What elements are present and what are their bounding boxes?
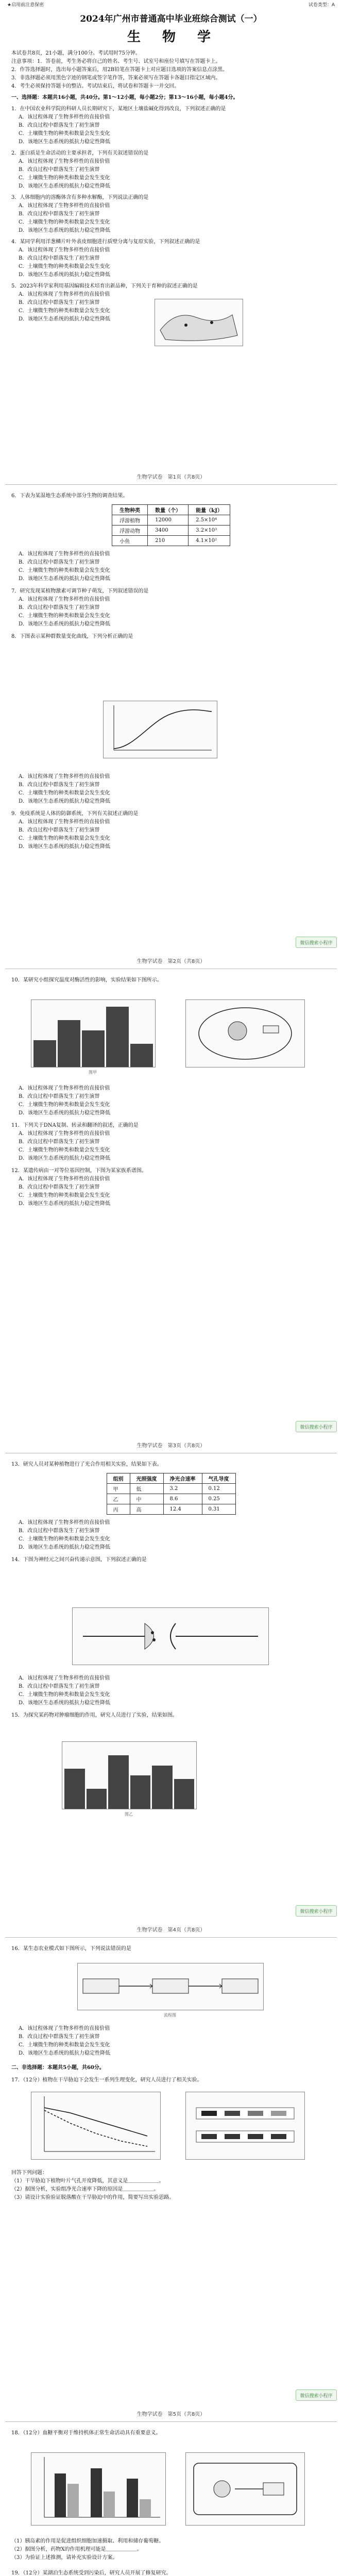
page-5	[0, 1937, 342, 2421]
option-a: A．该过程体现了生物多样性的直接价值	[19, 774, 110, 779]
option-a: A．该过程体现了生物多样性的直接价值	[19, 247, 110, 253]
chart-b-label: 图乙	[125, 1812, 133, 1817]
option-a: A．该过程体现了生物多样性的直接价值	[19, 292, 110, 297]
sub-question: （3）为验证上述推测，请补充实验设计方案。	[11, 2555, 118, 2561]
table-cell: 浮游动物	[112, 526, 148, 536]
section-title: 二、非选择题：本题共5小题，共60分。	[11, 2065, 105, 2071]
option-c: C．土壤微生物的种类和数量会发生变化	[19, 790, 110, 796]
table-header: 气孔导度	[202, 1473, 235, 1484]
page-footer: 生物学试卷 第5页（共8页）	[136, 2412, 206, 2417]
option-b: B．改良过程中群落发生了初生演替	[19, 300, 100, 306]
instructions	[0, 49, 342, 324]
option-c: C．土壤微生物的种类和数量会发生变化	[19, 1193, 110, 1198]
option-b: B．改良过程中群落发生了初生演替	[19, 167, 100, 173]
option-c: C．土壤微生物的种类和数量会发生变化	[19, 568, 110, 573]
table-cell: 丙	[107, 1504, 130, 1515]
page-6	[0, 2421, 342, 2576]
figure-synapse	[72, 1607, 269, 1665]
section-title: 一、选择题：本题共16小题，共40分。第1～12小题，每小题2分；第13～16小题，每小题4分。	[11, 95, 238, 100]
option-a: A．该过程体现了生物多样性的直接价值	[19, 159, 110, 164]
table-cell: 0.25	[202, 1494, 235, 1504]
table-cell: 3400	[148, 526, 189, 536]
page-footer: 生物学试卷 第4页（共8页）	[136, 1927, 206, 1933]
question-10: 10．某研究小组探究温度对酶活性的影响，实验结果如下图所示。	[11, 977, 162, 983]
page-4	[0, 1453, 342, 1937]
option-b: B．改良过程中群落发生了初生演替	[19, 211, 100, 217]
page2-content-b	[0, 550, 342, 641]
option-d: D．该地区生态系统的抵抗力稳定性降低	[19, 1156, 111, 1161]
option-c: C．土壤微生物的种类和数量会发生变化	[19, 175, 110, 181]
page-footer: 生物学试卷 第1页（共8页）	[136, 474, 206, 480]
table-cell: 低	[130, 1484, 163, 1494]
option-c: C．土壤微生物的种类和数量会发生变化	[19, 308, 110, 314]
option-c: C．土壤微生物的种类和数量会发生变化	[19, 613, 110, 619]
brand-badge[interactable]: 微信搜索小程序	[296, 1421, 337, 1432]
question-6: 6．下表为某湿地生态系统中部分生物的调查结果。	[11, 493, 128, 499]
page5-content	[0, 1945, 342, 1953]
page2-content-c	[0, 773, 342, 851]
option-d: D．该地区生态系统的抵抗力稳定性降低	[19, 183, 111, 189]
question-2: 2．蛋白质是生命活动的主要承担者，下列有关叙述错误的是	[11, 150, 149, 156]
chart-bar	[108, 1755, 129, 1809]
question-14: 14．下图为神经元之间兴奋传递示意图，下列叙述正确的是	[11, 1557, 147, 1563]
figure-eco-flow	[77, 1963, 264, 2010]
page5-content-c	[0, 2169, 342, 2202]
option-b: B．改良过程中群落发生了初生演替	[19, 605, 100, 611]
option-a: A．该过程体现了生物多样性的直接价值	[19, 1131, 110, 1137]
table-cell: 12000	[148, 515, 189, 526]
question-7: 7．研究发现某植物激素可调节种子萌发，下列叙述错误的是	[11, 588, 149, 594]
figure-cell-diagram	[185, 999, 305, 1067]
option-b: B．改良过程中群落发生了初生演替	[19, 1184, 100, 1190]
note-line: 注意事项：1．答卷前，考生务必将自己的姓名、考生号、试室号和座位号填写在答题卡上。	[11, 59, 221, 64]
option-d: D．该地区生态系统的抵抗力稳定性降低	[19, 1110, 111, 1116]
page-footer: 生物学试卷 第3页（共8页）	[136, 1443, 206, 1449]
page-1	[0, 0, 342, 484]
question-16: 16．某生态农业模式如下图所示，下列说法错误的是	[11, 1946, 131, 1952]
table-cell: 0.12	[202, 1484, 235, 1494]
note-line: 2．作答选择题时，选出每小题答案后，用2B铅笔在答题卡上对应题目选项的答案信息点涂黑。	[11, 67, 228, 73]
figure-population-curve	[103, 701, 217, 758]
page-footer: 生物学试卷 第2页（共8页）	[136, 959, 206, 964]
option-c: C．土壤微生物的种类和数量会发生变化	[19, 1102, 110, 1108]
option-b: B．改良过程中群落发生了初生演替	[19, 1684, 100, 1689]
paper-type: 试卷类型：A	[308, 3, 335, 8]
table-cell: 甲	[107, 1484, 130, 1494]
table-header: 光照强度	[130, 1473, 163, 1484]
chart-bar	[33, 1040, 56, 1067]
option-c: C．土壤微生物的种类和数量会发生变化	[19, 2042, 110, 2048]
table-cell: 2.5×10⁴	[189, 515, 230, 526]
option-d: D．该地区生态系统的抵抗力稳定性降低	[19, 1700, 111, 1706]
option-a: A．该过程体现了生物多样性的直接价值	[19, 2026, 110, 2031]
question-15: 15．为探究某药物对肿瘤细胞的作用，研究人员进行了实验，结果如图。	[11, 1713, 178, 1718]
table-cell: 0.31	[202, 1504, 235, 1515]
chart-bar	[82, 1030, 105, 1067]
question-11: 11．下列关于DNA复制、转录和翻译的叙述，正确的是	[11, 1123, 139, 1128]
page-header	[0, 0, 342, 8]
chart-bar	[130, 1044, 153, 1067]
brand-badge[interactable]: 微信搜索小程序	[296, 2389, 337, 2401]
table-header: 生物种类	[112, 505, 148, 515]
sub-question: （2）据图分析，药物X的作用机理可能是＿＿＿＿＿＿。	[11, 2547, 142, 2552]
option-d: D．该地区生态系统的抵抗力稳定性降低	[19, 2050, 111, 2056]
page-2	[0, 484, 342, 969]
page4-content-c	[0, 1674, 342, 1720]
page6-content-b	[0, 2537, 342, 2576]
table-q6	[112, 504, 230, 546]
figure-tumor-chart	[62, 1741, 197, 1809]
question-19: 19．（12分）某湖泊生态系统受到污染后，研究人员开展了修复研究。	[11, 2570, 172, 2576]
option-b: B．改良过程中群落发生了初生演替	[19, 1094, 100, 1099]
option-b: B．改良过程中群落发生了初生演替	[19, 123, 100, 128]
confidential-note: ★启用前注意保密	[7, 3, 44, 8]
question-4: 4．某同学利用洋葱鳞片叶外表皮细胞进行质壁分离与复原实验，下列叙述正确的是	[11, 239, 200, 245]
answer-prompt: 回答下列问题：	[11, 2170, 47, 2176]
option-a: A．该过程体现了生物多样性的直接价值	[19, 1675, 110, 1681]
option-b: B．改良过程中群落发生了初生演替	[19, 782, 100, 788]
chart-bar	[152, 1766, 173, 1809]
option-a: A．该过程体现了生物多样性的直接价值	[19, 1086, 110, 1091]
figure-drought-chart	[31, 2092, 161, 2160]
option-a: A．该过程体现了生物多样性的直接价值	[19, 203, 110, 209]
figure-cell-pathway	[185, 2452, 305, 2526]
table-cell: 小鱼	[112, 536, 148, 546]
option-c: C．土壤微生物的种类和数量会发生变化	[19, 1536, 110, 1542]
question-3: 3．人体细胞内的溶酶体含有多种水解酶，下列说法正确的是	[11, 195, 149, 200]
table-cell: 8.6	[163, 1494, 202, 1504]
chart-bar	[58, 1020, 80, 1067]
option-a: A．该过程体现了生物多样性的直接价值	[19, 1176, 110, 1182]
option-b: B．改良过程中群落发生了初生演替	[19, 256, 100, 261]
table-header: 组别	[107, 1473, 130, 1484]
page4-content	[0, 1461, 342, 1469]
option-c: C．土壤微生物的种类和数量会发生变化	[19, 1147, 110, 1153]
subject-title: 生 物 学	[127, 29, 215, 45]
question-18: 18．（12分）血糖平衡对于维持机体正常生命活动具有重要意义。	[11, 2430, 161, 2436]
option-d: D．该地区生态系统的抵抗力稳定性降低	[19, 272, 111, 278]
question-8: 8．下图表示某种群数量变化曲线，下列分析正确的是	[11, 634, 133, 639]
note-line: 4．考生必须保持答题卡的整洁。考试结束后，将试卷和答题卡一并交回。	[11, 83, 180, 89]
table-cell: 中	[130, 1494, 163, 1504]
option-b: B．改良过程中群落发生了初生演替	[19, 2034, 100, 2040]
page2-content	[0, 492, 342, 500]
option-b: B．改良过程中群落发生了初生演替	[19, 560, 100, 565]
option-a: A．该过程体现了生物多样性的直接价值	[19, 819, 110, 825]
flow-label: 流程图	[164, 2013, 176, 2018]
table-cell: 高	[130, 1504, 163, 1515]
option-a: A．该过程体现了生物多样性的直接价值	[19, 114, 110, 120]
chart-bar	[130, 1775, 151, 1809]
table-cell: 乙	[107, 1494, 130, 1504]
chart-bar	[87, 1789, 107, 1809]
option-d: D．该地区生态系统的抵抗力稳定性降低	[19, 576, 111, 582]
option-c: C．土壤微生物的种类和数量会发生变化	[19, 219, 110, 225]
chart-bar	[174, 1779, 195, 1809]
table-header: 能量（kJ）	[189, 505, 230, 515]
option-d: D．该地区生态系统的抵抗力稳定性降低	[19, 844, 111, 850]
figure-map	[155, 299, 243, 346]
option-d: D．该地区生态系统的抵抗力稳定性降低	[19, 1545, 111, 1550]
question-13: 13．研究人员对某种植物进行了光合作用相关实验，结果如下表。	[11, 1462, 162, 1467]
option-c: C．土壤微生物的种类和数量会发生变化	[19, 1692, 110, 1698]
map-figure	[155, 299, 243, 346]
page5-content-b	[0, 2025, 342, 2084]
option-a: A．该过程体现了生物多样性的直接价值	[19, 1520, 110, 1526]
page4-content-b	[0, 1519, 342, 1564]
page3-content	[0, 976, 342, 985]
figure-western-blot	[185, 2092, 305, 2160]
option-a: A．该过程体现了生物多样性的直接价值	[19, 551, 110, 557]
table-header: 数量（个）	[148, 505, 189, 515]
option-c: C．土壤微生物的种类和数量会发生变化	[19, 264, 110, 269]
table-cell: 210	[148, 536, 189, 546]
table-header: 净光合速率	[163, 1473, 202, 1484]
option-d: D．该地区生态系统的抵抗力稳定性降低	[19, 799, 111, 804]
chart-bar	[64, 1769, 85, 1809]
option-d: D．该地区生态系统的抵抗力稳定性降低	[19, 139, 111, 145]
figure-glucose-chart	[31, 2452, 166, 2526]
option-d: D．该地区生态系统的抵抗力稳定性降低	[19, 1201, 111, 1207]
table-cell: 3.2×10³	[189, 526, 230, 536]
option-b: B．改良过程中群落发生了初生演替	[19, 1139, 100, 1145]
sub-question: （2）据图分析，实验组净光合速率下降的原因是＿＿＿＿＿＿。	[11, 2187, 159, 2192]
page3-content-b	[0, 1084, 342, 1208]
chart-a-label: 图甲	[89, 1070, 97, 1075]
sub-question: （1）胰岛素的作用是促进组织细胞加速摄取、利用和储存葡萄糖。	[11, 2538, 164, 2544]
table-q13	[107, 1473, 236, 1515]
page6-content	[0, 2429, 342, 2437]
exam-title: 2024年广州市普通高中毕业班综合测试（一）	[80, 14, 262, 24]
note-line: 3．非选择题必须用黑色字迹的钢笔或签字笔作答，答案必须写在答题卡各题目指定区域内。	[11, 75, 221, 81]
brand-badge[interactable]: 微信搜索小程序	[296, 1905, 337, 1917]
option-b: B．改良过程中群落发生了初生演替	[19, 827, 100, 833]
option-d: D．该地区生态系统的抵抗力稳定性降低	[19, 621, 111, 627]
chart-bar	[106, 1007, 129, 1067]
page-3	[0, 969, 342, 1453]
note-line: 本试卷共8页，21小题，满分100分。考试用时75分钟。	[11, 50, 141, 56]
option-d: D．该地区生态系统的抵抗力稳定性降低	[19, 316, 111, 322]
option-c: C．土壤微生物的种类和数量会发生变化	[19, 836, 110, 841]
sub-question: （1）干旱胁迫下植物叶片气孔开度降低，其意义是＿＿＿＿＿＿。	[11, 2178, 164, 2184]
question-1: 1．在中国农业科学院的科研人员长期研究下，某地区土壤盐碱化得到改良，下列叙述正确的是	[11, 106, 226, 112]
option-d: D．该地区生态系统的抵抗力稳定性降低	[19, 228, 111, 233]
question-12: 12．某遗传病由一对等位基因控制，下图为某家族系谱图。	[11, 1168, 147, 1174]
question-5: 5．2023年科学家利用基因编辑技术培育出新品种，下列关于育种的叙述正确的是	[11, 283, 198, 289]
chart-bars-a	[31, 1000, 155, 1067]
brand-badge[interactable]: 微信搜索小程序	[296, 937, 337, 948]
question-9: 9．免疫系统是人体的防御系统，下列有关叙述正确的是	[11, 811, 139, 817]
option-a: A．该过程体现了生物多样性的直接价值	[19, 597, 110, 602]
option-b: B．改良过程中群落发生了初生演替	[19, 1528, 100, 1534]
table-cell: 3.2	[163, 1484, 202, 1494]
figure-enzyme-chart	[31, 999, 156, 1067]
option-c: C．土壤微生物的种类和数量会发生变化	[19, 131, 110, 137]
sub-question: （3）请设计实验验证脱落酸在干旱胁迫中的作用，简要写出实验思路。	[11, 2195, 175, 2200]
table-cell: 4.1×10²	[189, 536, 230, 546]
question-17: 17．（12分）植物在干旱胁迫下会发生一系列生理变化，研究人员进行了相关实验。	[11, 2077, 202, 2083]
chart-bars-b	[62, 1742, 196, 1809]
table-cell: 浮游植物	[112, 515, 148, 526]
table-cell: 12.4	[163, 1504, 202, 1515]
